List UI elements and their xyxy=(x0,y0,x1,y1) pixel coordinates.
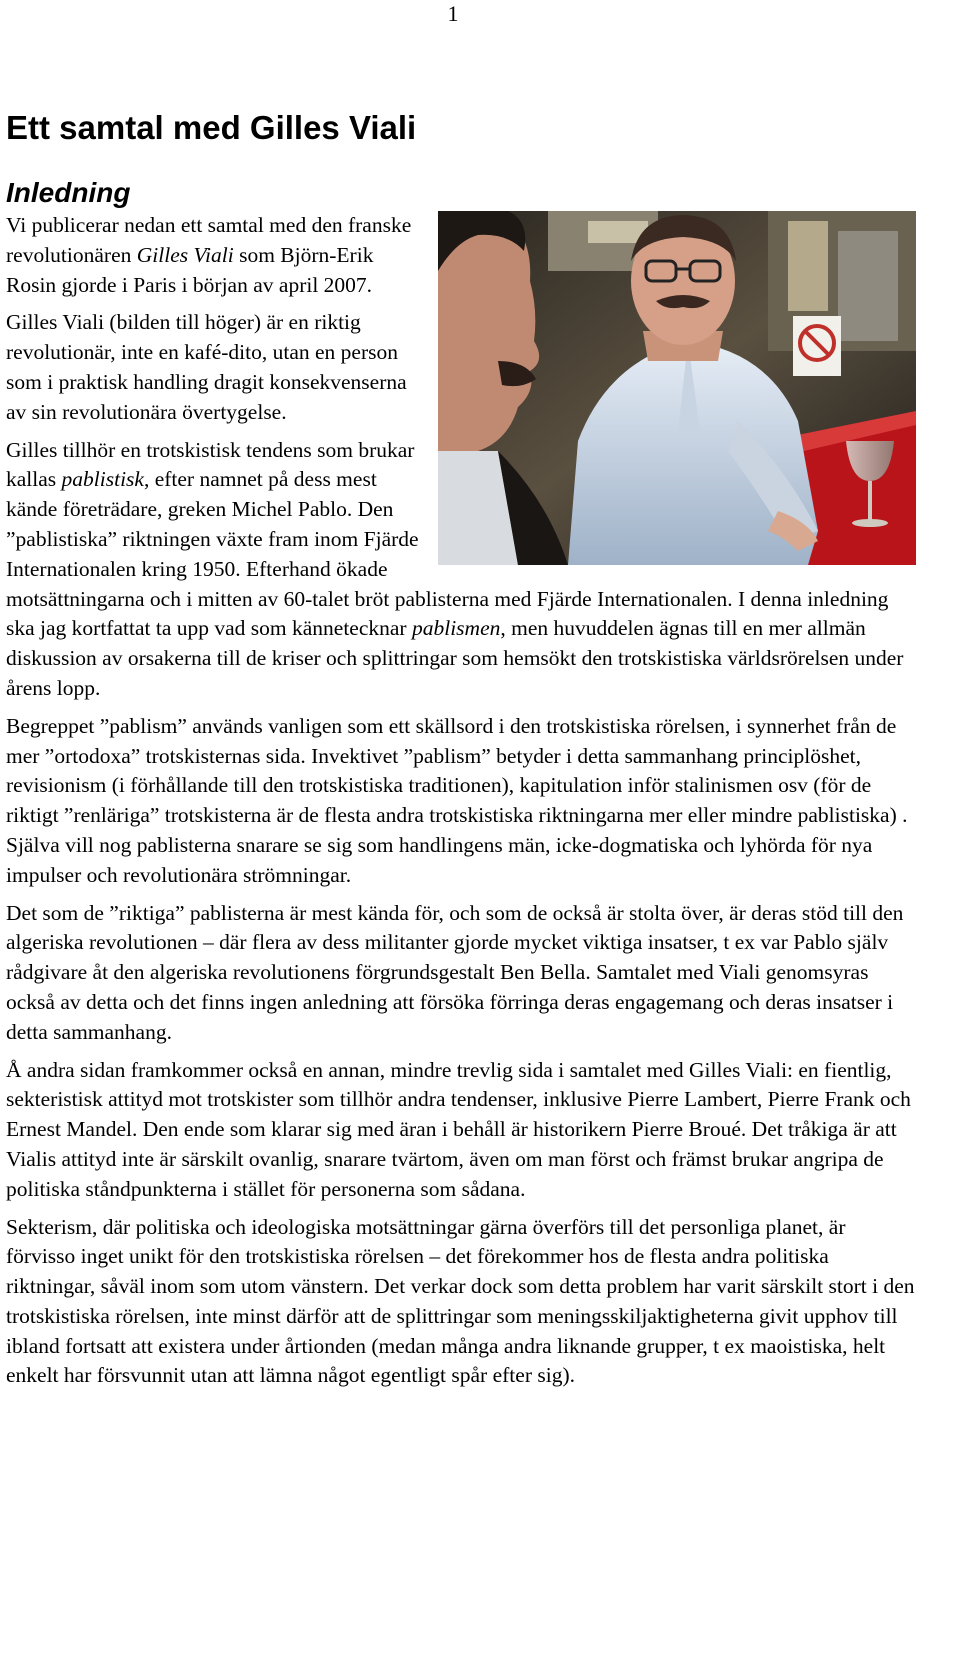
paragraph-algeria: Det som de ”riktiga” pablisterna är mest kända för, och som de också är stolta över, är deras stöd till den algeriska revolutionen – där flera av dess militanter gjorde mycket viktiga insatser, t ex var Pablo själv rådgivare åt den algeriska revolutionens förgrundsgestalt Ben Bella. Samtalet med Viali genomsyras också av detta och det finns ingen anledning att försöka förringa deras engagemang och deras insatser i detta sammanhang. xyxy=(6,900,904,1044)
paragraph-sectarianism: Sekterism, där politiska och ideologiska motsättningar gärna överförs till det personliga planet, är förvisso inget unikt för den trotskistiska rörelsen – det förekommer hos de flesta andra politiska riktningar, såväl inom som utom vänstern. Det verkar dock som detta problem har varit särskilt stort i den trotskistiska rörelsen, inte minst därför att de splittringar som meningsskiljaktigheterna givit upphov till ibland fortsatt att existera under årtionden (medan många andra liknande grupper, t ex maoistiska, helt enkelt har försvunnit utan att lämna något egentligt spår efter sig). xyxy=(6,1214,915,1388)
article-title: Ett samtal med Gilles Viali xyxy=(6,109,417,146)
article-body xyxy=(6,211,916,1399)
section-heading: Inledning xyxy=(6,177,131,208)
paragraph-tendency-text-b: , efter namnet på dess mest kände företrädare, greken Michel Pablo. Den ”pablistiska” riktningen växte fram inom Fjärde Internationalen kring 1950. Efterhand ökade motsättningarna och i mitten av 60-talet bröt pablisterna med Fjärde Internationalen. I denna inledning ska jag kortfattat ta upp vad som kännetecknar xyxy=(6,467,889,641)
term-pablismen: pablismen xyxy=(411,616,501,641)
paragraph-intro-text-a: Vi publicerar nedan ett samtal med den franske revolutionären xyxy=(6,213,412,267)
term-pablistisk: pablistisk xyxy=(61,467,144,492)
photo-two-men-cafe-icon xyxy=(438,211,916,565)
paragraph-intro-text-b: som Björn-Erik Rosin gjorde i Paris i början av april 2007. xyxy=(6,242,374,297)
paragraph-tendency-text-c: , men huvuddelen ägnas till en mer allmän diskussion av orsakerna till de kriser och splittringar som hemsökt den trotskistiska världsrörelsen under årens lopp. xyxy=(6,616,904,700)
paragraph-pablism-term: Begreppet ”pablism” används vanligen som ett skällsord i den trotskistiska rörelsen, i synnerhet från de mer ”ortodoxa” trotskisternas sida. Invektivet ”pablism” betyder i detta sammanhang principlöshet, revisionism (i förhållande till den trotskistiska traditionen), kapitulation inför stalinismen osv (för de riktigt ”renläriga” trotskisterna är de flesta andra trotskistiska riktningarna mer eller mindre pablistiska) . Själva vill nog pablisterna snarare se sig som handlingens män, icke-dogmatiska och lyhörda för nya impulser och revolutionära strömningar. xyxy=(6,713,908,887)
person-name-italic: Gilles Viali xyxy=(136,242,234,267)
paragraph-about-viali: Gilles Viali (bilden till höger) är en riktig revolutionär, inte en kafé-dito, utan en person som i praktisk handling dragit konsekvenserna av sin revolutionära övertygelse. xyxy=(6,310,407,424)
page-number: 1 xyxy=(447,1,459,26)
paragraph-sectarian-attitude: Å andra sidan framkommer också en annan, mindre trevlig sida i samtalet med Gilles Viali: en fientlig, sekteristisk attityd mot trotskister som tillhör andra tendenser, inklusive Pierre Lambert, Pierre Frank och Ernest Mandel. Den ende som klarar sig med äran i behåll är historikern Pierre Broué. Det tråkiga är att Vialis attityd inte är särskilt ovanlig, snarare tvärtom, även om man först och främst brukar angripa de politiska ståndpunkterna i stället för personerna som sådana. xyxy=(6,1057,911,1201)
paragraph-tendency-text-a: Gilles tillhör en trotskistisk tendens som brukar kallas xyxy=(6,437,415,492)
